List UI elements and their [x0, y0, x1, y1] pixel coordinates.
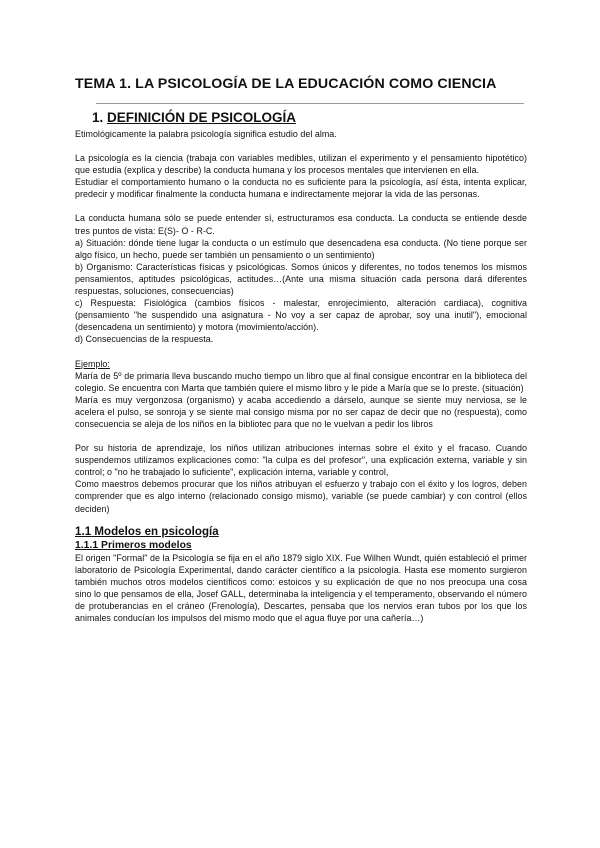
paragraph-attributions: Por su historia de aprendizaje, los niños utilizan atribuciones internas sobre el éxito y el fracaso. Cuando suspendemos utilizamos explicaciones como: "la culpa es del profesor", una explicación externa, variable y sin control; o "no he trabajado lo suficiente", explicación interna, variable y control, — [75, 443, 527, 478]
document-body — [75, 128, 527, 624]
paragraph-etymology: Etimológicamente la palabra psicología significa estudio del alma. — [75, 129, 337, 139]
example-label: Ejemplo: — [75, 358, 110, 369]
example-paragraph-2: María es muy vergonzosa (organismo) y acaba accediendo a dárselo, aunque se siente muy nerviosa, se le acelera el pulso, se sonroja y se siente mal consigo misma por no ser capaz de decir que no (respuesta), como consecuencia se aleja de los niños en la bibliotec para que no le vuelvan a pedir los libros — [75, 394, 527, 429]
paragraph-definition: La psicología es la ciencia (trabaja con variables medibles, utilizan el experimento y el pensamiento hipotético) que estudia (explica y describe) la conducta humana y los procesos mentales que intervienen en ella. — [75, 153, 527, 176]
subsubsection-heading-first-models: 1.1.1 Primeros modelos — [75, 539, 192, 551]
section-heading — [92, 110, 296, 125]
paragraph-teachers: Como maestros debemos procurar que los niños atribuyan el esfuerzo y trabajo con el éxito y los logros, deben comprender que es algo interno (relacionado consigo mismo), variable (se puede cambiar) y con control (ellos deciden) — [75, 479, 527, 514]
section-title: DEFINICIÓN DE PSICOLOGÍA — [107, 110, 297, 125]
page-title: TEMA 1. LA PSICOLOGÍA DE LA EDUCACIÓN COMO CIENCIA — [75, 76, 497, 92]
subsection-heading-models: 1.1 Modelos en psicología — [75, 525, 219, 538]
list-item-situation: a) Situación: dónde tiene lugar la conducta o un estímulo que desencadena esa conducta. (No tiene porque ser algo físico, un hecho, puede ser también un pensamiento o un sentimiento) — [75, 237, 527, 260]
title-divider — [96, 103, 524, 104]
paragraph-origin: El origen "Formal" de la Psicología se fija en el año 1879 siglo XIX. Fue Wilhen Wundt, quién estableció el primer laboratorio de Psicología Experimental, dando carácter científico a la psicología. Hasta ese momento surgieron también muchos otros modelos científicos como: estoicos y su explicación de que no nos preocupa una cosa sino lo que pensamos de ella, Josef GALL, determinaba la inteligencia y el temperamento, observando el número de protuberancias en el cráneo (Frenología), Descartes, pensaba que los nervios eran tubos por los que los animales conducían los impulsos del mismo modo que el agua fluye por una cañería…) — [75, 552, 527, 624]
list-item-response: c) Respuesta: Fisiológica (cambios físicos - malestar, enrojecimiento, alteración cardiaca), cognitiva (pensamiento "he suspendido una asignatura - No voy a ser capaz de aprobar, soy una inutil"), emocional (desencadena un sentimiento) y motora (movimiento/acción). — [75, 298, 527, 333]
section-number: 1. — [92, 110, 104, 125]
example-paragraph-1: María de 5º de primaria lleva buscando mucho tiempo un libro que al final consigue encontrar en la biblioteca del colegio. Se encuentra con Marta que también quiere el mismo libro y le pide a María que se lo preste. (situación) — [75, 370, 527, 393]
paragraph-purpose: Estudiar el comportamiento humano o la conducta no es suficiente para la psicología, así ésta, intenta explicar, predecir y modificar finalmente la conducta humana e indirectamente mejorar la vida de las personas. — [75, 177, 527, 200]
paragraph-conduct: La conducta humana sólo se puede entender sí, estructuramos esa conducta. La conducta se entiende desde tres puntos de vista: E(S)- O - R-C. — [75, 213, 527, 236]
list-item-organism: b) Organismo: Características físicas y psicológicas. Somos únicos y diferentes, no todos tenemos los mismos pensamientos, aptitudes psicológicas, actitudes…(Ante una misma situación cada persona dará diferentes respuestas, soluciones, consecuencias) — [75, 261, 527, 297]
list-item-consequences: d) Consecuencias de la respuesta. — [75, 334, 214, 345]
